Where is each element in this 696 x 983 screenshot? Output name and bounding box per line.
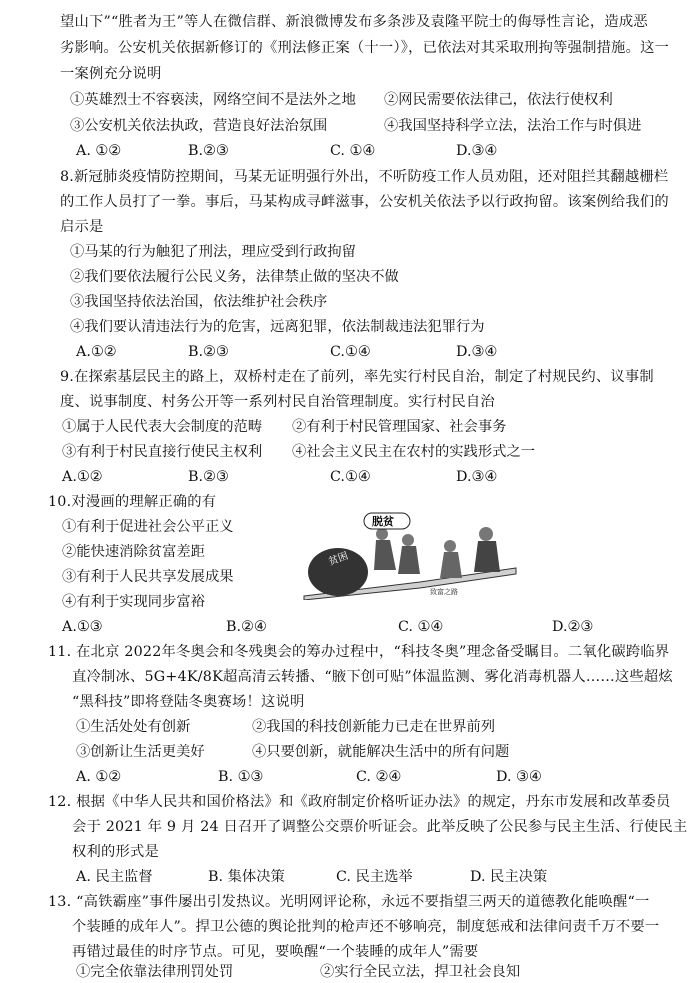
q7-line3: 一案例充分说明 (60, 66, 162, 82)
q12-line1: 12. 根据《中华人民共和国价格法》和《政府制定价格听证办法》的规定，丹东市发展和改革委员 (48, 794, 671, 810)
q9-statement-1: ①属于人民代表大会制度的范畴 (62, 419, 263, 435)
q11-line2: 直冷制冰、5G+4K/8K超高清云转播、“腋下创可贴”体温监测、雾化消毒机器人……这些超炫 (72, 669, 673, 685)
cartoon-figure-head-2 (402, 534, 414, 546)
q9-statement-3: ③有利于村民直接行使民主权利 (62, 444, 263, 460)
q12-option-b: B. 集体决策 (208, 869, 285, 885)
q7-option-a: A. ①② (76, 143, 122, 159)
q9-line1: 9.在探索基层民主的路上，双桥村走在了前列，率先实行村民自治，制定了村规民约、议事制 (60, 369, 654, 385)
q7-line1: 望山下”“胜者为王”等人在微信群、新浪微博发布多条涉及袁隆平院士的侮辱性言论，造成恶 (60, 14, 648, 30)
q11-option-c: C. ②④ (356, 769, 402, 785)
q9-line2: 度、说事制度、村务公开等一系列村民自治管理制度。实行村民自治 (60, 394, 495, 410)
q11-statement-1: ①生活处处有创新 (76, 719, 191, 735)
cartoon-label-poverty: 贫困 (327, 550, 350, 568)
q8-statement-1: ①马某的行为触犯了刑法，理应受到行政拘留 (70, 244, 356, 260)
q8-option-a: A.①② (76, 344, 117, 360)
q7-option-b: B.②③ (188, 143, 229, 159)
q11-option-a: A. ①② (76, 769, 122, 785)
q8-option-b: B.②③ (188, 344, 229, 360)
q10-statement-1: ①有利于促进社会公平正义 (62, 519, 234, 535)
q10-line1: 10.对漫画的理解正确的有 (48, 494, 217, 510)
q11-statement-3: ③创新让生活更美好 (76, 744, 205, 760)
q13-line3: 再错过最佳的时序节点。可见，要唤醒“一个装睡的成年人”需要 (72, 944, 479, 960)
q10-option-c: C. ①④ (398, 619, 444, 635)
q8-line1: 8.新冠肺炎疫情防控期间，马某无证明强行外出，不听防疫工作人员劝阻，还对阻拦其翻越栅栏 (60, 169, 669, 185)
q7-option-d: D.③④ (456, 143, 498, 159)
cartoon-figure-head-4 (479, 527, 493, 541)
q11-option-d: D. ③④ (496, 769, 542, 785)
q8-option-d: D.③④ (456, 344, 498, 360)
cartoon-label-escape-poverty: 脱贫 (372, 515, 394, 528)
cartoon-label-road: 致富之路 (430, 588, 458, 596)
q12-option-d: D. 民主决策 (470, 869, 548, 885)
q7-line2: 劣影响。公安机关依据新修订的《刑法修正案（十一）》，已依法对其采取刑拘等强制措施。这一 (60, 40, 670, 56)
q10-statement-3: ③有利于人民共享发展成果 (62, 569, 234, 585)
q7-statement-3: ③公安机关依法执政，营造良好法治氛围 (70, 118, 328, 134)
q8-statement-4: ④我们要认清违法行为的危害，远离犯罪，依法制裁违法犯罪行为 (70, 319, 485, 335)
q9-statement-4: ④社会主义民主在农村的实践形式之一 (292, 444, 536, 460)
q10-statement-4: ④有利于实现同步富裕 (62, 594, 205, 610)
q7-statement-4: ④我国坚持科学立法，法治工作与时俱进 (384, 118, 642, 134)
q10-option-b: B.②④ (226, 619, 267, 635)
cartoon-figure-head-1 (376, 528, 388, 540)
q9-option-a: A.①② (62, 469, 103, 485)
q11-statement-4: ④只要创新，就能解决生活中的所有问题 (252, 744, 510, 760)
q8-line2: 的工作人员打了一拳。事后，马某构成寻衅滋事，公安机关依法予以行政拘留。该案例给我们的 (60, 194, 669, 210)
q10-option-a: A.①③ (62, 619, 103, 635)
q12-option-a: A. 民主监督 (76, 869, 153, 885)
q7-statement-2: ②网民需要依法律己，依法行使权利 (384, 92, 613, 108)
cartoon-figure-body-3 (440, 552, 462, 578)
q8-statement-3: ③我国坚持依法治国，依法维护社会秩序 (70, 294, 328, 310)
cartoon-figure-body-1 (374, 540, 396, 570)
q7-statement-1: ①英雄烈士不容亵渎，网络空间不是法外之地 (70, 92, 356, 108)
q12-option-c: C. 民主选举 (336, 869, 413, 885)
q8-statement-2: ②我们要依法履行公民义务，法律禁止做的坚决不做 (70, 269, 399, 285)
q9-option-b: B.②③ (188, 469, 229, 485)
q12-line3: 权利的形式是 (72, 844, 159, 860)
q13-line1: 13. “高铁霸座”事件屡出引发热议。光明网评论称，永远不要指望三两天的道德教化能唤醒“一 (48, 894, 650, 910)
q7-option-c: C. ①④ (330, 143, 376, 159)
q10-statement-2: ②能快速消除贫富差距 (62, 544, 205, 560)
q12-line2: 会于 2021 年 9 月 24 日召开了调整公交票价听证会。此举反映了公民参与民主生活、行使民主 (72, 819, 688, 835)
q11-statement-2: ②我国的科技创新能力已走在世界前列 (252, 719, 496, 735)
q9-statement-2: ②有利于村民管理国家、社会事务 (292, 419, 507, 435)
cartoon-figure-body-2 (398, 546, 420, 574)
q9-option-c: C.①④ (330, 469, 371, 485)
q11-line3: “黑科技”即将登陆冬奥赛场！这说明 (72, 694, 305, 710)
q11-option-b: B. ①③ (218, 769, 264, 785)
q11-line1: 11. 在北京 2022年冬奥会和冬残奥会的筹办过程中，“科技冬奥”理念备受瞩目。二氧化碳跨临界 (48, 644, 670, 660)
q13-statement-2: ②实行全民立法，捍卫社会良知 (320, 964, 521, 980)
q13-statement-1-visible: ①完全依靠法律刑罚处罚 (76, 964, 234, 980)
poverty-cartoon (300, 510, 520, 600)
q8-line3: 启示是 (60, 219, 104, 235)
q10-option-d: D.②③ (552, 619, 594, 635)
cartoon-figure-body-4 (474, 541, 500, 572)
cartoon-figure-head-3 (444, 540, 456, 552)
q13-line2: 个装睡的成年人”。捍卫公德的舆论批判的枪声还不够响亮，制度惩戒和法律问责千万不要一 (72, 919, 660, 935)
q8-option-c: C.①④ (330, 344, 371, 360)
q9-option-d: D.③④ (456, 469, 498, 485)
